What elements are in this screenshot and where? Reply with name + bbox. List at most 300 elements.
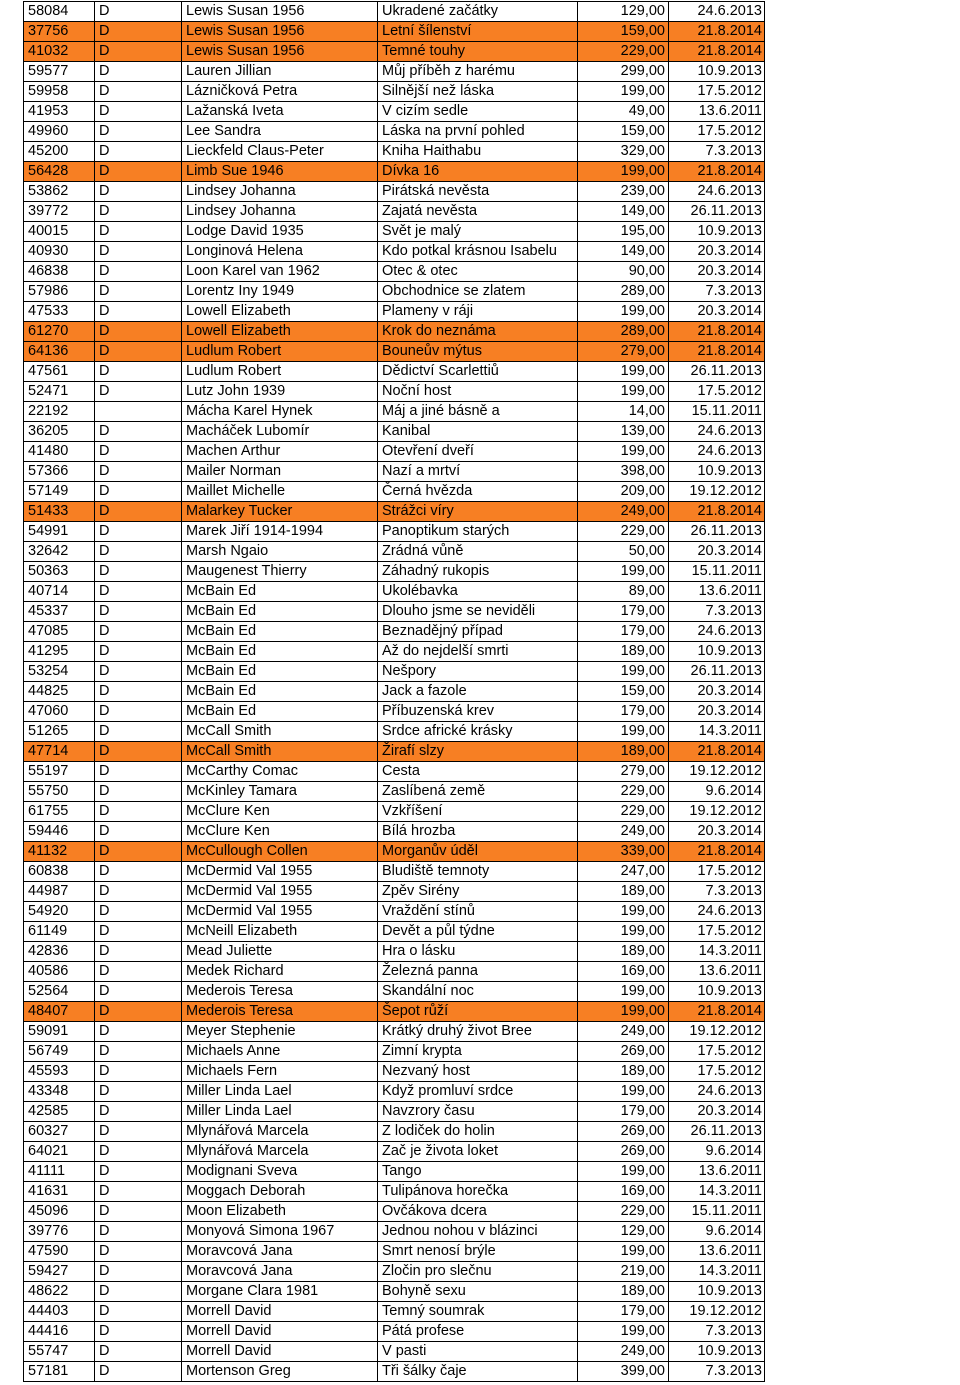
cell-type: D	[95, 642, 182, 662]
cell-price: 279,00	[578, 342, 669, 362]
cell-date: 20.3.2014	[669, 822, 765, 842]
cell-date: 13.6.2011	[669, 1242, 765, 1262]
cell-type: D	[95, 222, 182, 242]
cell-price: 199,00	[578, 722, 669, 742]
cell-date: 26.11.2013	[669, 202, 765, 222]
table-row	[24, 462, 765, 482]
cell-title: Otec & otec	[378, 262, 578, 282]
cell-author: Lauren Jillian	[182, 62, 378, 82]
cell-date: 21.8.2014	[669, 742, 765, 762]
cell-title: Tulipánova horečka	[378, 1182, 578, 1202]
book-table-body	[24, 2, 765, 1382]
table-row	[24, 1082, 765, 1102]
cell-date: 24.6.2013	[669, 422, 765, 442]
table-row	[24, 422, 765, 442]
cell-id: 54991	[24, 522, 95, 542]
table-row	[24, 242, 765, 262]
cell-id: 40015	[24, 222, 95, 242]
cell-id: 57986	[24, 282, 95, 302]
cell-type: D	[95, 162, 182, 182]
cell-author: Lažanská Iveta	[182, 102, 378, 122]
cell-price: 279,00	[578, 762, 669, 782]
cell-price: 129,00	[578, 2, 669, 22]
cell-price: 269,00	[578, 1122, 669, 1142]
cell-type: D	[95, 942, 182, 962]
table-row	[24, 182, 765, 202]
cell-id: 60327	[24, 1122, 95, 1142]
cell-title: Krok do neznáma	[378, 322, 578, 342]
cell-price: 199,00	[578, 1322, 669, 1342]
cell-price: 199,00	[578, 562, 669, 582]
cell-id: 49960	[24, 122, 95, 142]
table-row-highlighted	[24, 502, 765, 522]
cell-title: Smrt nenosí brýle	[378, 1242, 578, 1262]
cell-date: 7.3.2013	[669, 142, 765, 162]
cell-id: 64136	[24, 342, 95, 362]
cell-author: Moon Elizabeth	[182, 1202, 378, 1222]
cell-type: D	[95, 782, 182, 802]
cell-date: 26.11.2013	[669, 522, 765, 542]
cell-author: Machen Arthur	[182, 442, 378, 462]
cell-title: Plameny v ráji	[378, 302, 578, 322]
cell-title: Devět a půl týdne	[378, 922, 578, 942]
cell-type: D	[95, 1042, 182, 1062]
cell-title: Svět je malý	[378, 222, 578, 242]
cell-type: D	[95, 882, 182, 902]
cell-type: D	[95, 902, 182, 922]
cell-type: D	[95, 362, 182, 382]
cell-date: 21.8.2014	[669, 322, 765, 342]
cell-id: 46838	[24, 262, 95, 282]
table-row	[24, 782, 765, 802]
cell-price: 90,00	[578, 262, 669, 282]
cell-author: Moggach Deborah	[182, 1182, 378, 1202]
cell-price: 149,00	[578, 242, 669, 262]
cell-type: D	[95, 62, 182, 82]
cell-price: 289,00	[578, 282, 669, 302]
cell-id: 57366	[24, 462, 95, 482]
cell-date: 13.6.2011	[669, 962, 765, 982]
cell-date: 24.6.2013	[669, 902, 765, 922]
cell-id: 41480	[24, 442, 95, 462]
cell-date: 10.9.2013	[669, 62, 765, 82]
cell-id: 45593	[24, 1062, 95, 1082]
table-row	[24, 1362, 765, 1382]
table-row	[24, 682, 765, 702]
cell-title: Železná panna	[378, 962, 578, 982]
cell-title: Máj a jiné básně a	[378, 402, 578, 422]
table-row	[24, 382, 765, 402]
cell-type: D	[95, 82, 182, 102]
cell-price: 247,00	[578, 862, 669, 882]
cell-type: D	[95, 1062, 182, 1082]
cell-id: 41953	[24, 102, 95, 122]
cell-price: 249,00	[578, 1022, 669, 1042]
cell-title: Záhadný rukopis	[378, 562, 578, 582]
cell-author: Ludlum Robert	[182, 342, 378, 362]
table-row	[24, 542, 765, 562]
cell-id: 44825	[24, 682, 95, 702]
cell-author: Lorentz Iny 1949	[182, 282, 378, 302]
table-row	[24, 1142, 765, 1162]
cell-price: 189,00	[578, 1282, 669, 1302]
cell-type: D	[95, 1122, 182, 1142]
cell-price: 199,00	[578, 382, 669, 402]
cell-type: D	[95, 22, 182, 42]
cell-price: 159,00	[578, 122, 669, 142]
cell-date: 7.3.2013	[669, 1322, 765, 1342]
cell-id: 56428	[24, 162, 95, 182]
cell-type: D	[95, 602, 182, 622]
cell-type: D	[95, 662, 182, 682]
cell-author: McClure Ken	[182, 802, 378, 822]
cell-author: Lieckfeld Claus-Peter	[182, 142, 378, 162]
cell-id: 22192	[24, 402, 95, 422]
cell-id: 47060	[24, 702, 95, 722]
table-row-highlighted	[24, 162, 765, 182]
cell-date: 24.6.2013	[669, 2, 765, 22]
table-row	[24, 622, 765, 642]
cell-author: Lindsey Johanna	[182, 202, 378, 222]
cell-type: D	[95, 302, 182, 322]
cell-author: McBain Ed	[182, 622, 378, 642]
cell-author: McBain Ed	[182, 662, 378, 682]
cell-type	[95, 402, 182, 422]
table-row	[24, 1302, 765, 1322]
cell-price: 249,00	[578, 502, 669, 522]
cell-author: Maillet Michelle	[182, 482, 378, 502]
cell-price: 199,00	[578, 82, 669, 102]
cell-date: 20.3.2014	[669, 1102, 765, 1122]
cell-author: Lowell Elizabeth	[182, 322, 378, 342]
table-row	[24, 822, 765, 842]
cell-price: 189,00	[578, 1062, 669, 1082]
cell-date: 15.11.2011	[669, 1202, 765, 1222]
cell-date: 17.5.2012	[669, 1042, 765, 1062]
cell-date: 20.3.2014	[669, 262, 765, 282]
cell-author: Lewis Susan 1956	[182, 22, 378, 42]
table-row	[24, 962, 765, 982]
cell-title: Jack a fazole	[378, 682, 578, 702]
cell-author: Morrell David	[182, 1302, 378, 1322]
cell-type: D	[95, 322, 182, 342]
cell-title: Krátký druhý život Bree	[378, 1022, 578, 1042]
cell-id: 56749	[24, 1042, 95, 1062]
cell-date: 21.8.2014	[669, 502, 765, 522]
cell-author: Michaels Fern	[182, 1062, 378, 1082]
cell-author: Morrell David	[182, 1342, 378, 1362]
cell-type: D	[95, 982, 182, 1002]
cell-id: 51265	[24, 722, 95, 742]
cell-title: Beznadějný případ	[378, 622, 578, 642]
table-row	[24, 662, 765, 682]
cell-type: D	[95, 382, 182, 402]
cell-title: Zajatá nevěsta	[378, 202, 578, 222]
cell-title: Kdo potkal krásnou Isabelu	[378, 242, 578, 262]
cell-id: 55197	[24, 762, 95, 782]
cell-date: 21.8.2014	[669, 1002, 765, 1022]
cell-type: D	[95, 1362, 182, 1382]
cell-author: Moravcová Jana	[182, 1242, 378, 1262]
cell-title: Bouneův mýtus	[378, 342, 578, 362]
cell-id: 45200	[24, 142, 95, 162]
cell-id: 43348	[24, 1082, 95, 1102]
cell-type: D	[95, 822, 182, 842]
table-row	[24, 882, 765, 902]
cell-id: 37756	[24, 22, 95, 42]
cell-date: 13.6.2011	[669, 102, 765, 122]
cell-title: V pasti	[378, 1342, 578, 1362]
cell-title: Srdce africké krásky	[378, 722, 578, 742]
table-row	[24, 1062, 765, 1082]
cell-date: 20.3.2014	[669, 702, 765, 722]
cell-title: Šepot růží	[378, 1002, 578, 1022]
cell-price: 398,00	[578, 462, 669, 482]
cell-title: Zač je života loket	[378, 1142, 578, 1162]
cell-title: Dědictví Scarlettiů	[378, 362, 578, 382]
cell-date: 14.3.2011	[669, 1262, 765, 1282]
cell-type: D	[95, 1302, 182, 1322]
cell-price: 49,00	[578, 102, 669, 122]
table-row	[24, 402, 765, 422]
cell-type: D	[95, 722, 182, 742]
cell-price: 159,00	[578, 22, 669, 42]
table-row	[24, 982, 765, 1002]
cell-title: Dívka 16	[378, 162, 578, 182]
cell-type: D	[95, 242, 182, 262]
cell-author: Moravcová Jana	[182, 1262, 378, 1282]
cell-id: 59091	[24, 1022, 95, 1042]
cell-title: Otevření dveří	[378, 442, 578, 462]
cell-price: 189,00	[578, 642, 669, 662]
cell-author: Mederois Teresa	[182, 982, 378, 1002]
cell-author: Macháček Lubomír	[182, 422, 378, 442]
cell-title: Morganův úděl	[378, 842, 578, 862]
cell-title: Můj příběh z harému	[378, 62, 578, 82]
cell-date: 15.11.2011	[669, 402, 765, 422]
table-row	[24, 282, 765, 302]
cell-author: Marsh Ngaio	[182, 542, 378, 562]
cell-type: D	[95, 1182, 182, 1202]
cell-type: D	[95, 1342, 182, 1362]
cell-author: McBain Ed	[182, 682, 378, 702]
cell-id: 57149	[24, 482, 95, 502]
cell-type: D	[95, 1242, 182, 1262]
cell-type: D	[95, 1222, 182, 1242]
cell-title: Nešpory	[378, 662, 578, 682]
cell-price: 179,00	[578, 702, 669, 722]
cell-author: Meyer Stephenie	[182, 1022, 378, 1042]
table-row	[24, 802, 765, 822]
cell-id: 54920	[24, 902, 95, 922]
cell-id: 40930	[24, 242, 95, 262]
cell-type: D	[95, 422, 182, 442]
cell-id: 53254	[24, 662, 95, 682]
cell-author: Miller Linda Lael	[182, 1082, 378, 1102]
cell-date: 21.8.2014	[669, 22, 765, 42]
table-row	[24, 642, 765, 662]
cell-price: 199,00	[578, 922, 669, 942]
cell-title: Černá hvězda	[378, 482, 578, 502]
cell-type: D	[95, 342, 182, 362]
cell-author: McDermid Val 1955	[182, 882, 378, 902]
cell-date: 26.11.2013	[669, 362, 765, 382]
cell-type: D	[95, 442, 182, 462]
cell-type: D	[95, 1322, 182, 1342]
cell-price: 199,00	[578, 1242, 669, 1262]
cell-date: 19.12.2012	[669, 1022, 765, 1042]
cell-id: 44987	[24, 882, 95, 902]
cell-date: 13.6.2011	[669, 1162, 765, 1182]
cell-type: D	[95, 502, 182, 522]
cell-price: 179,00	[578, 622, 669, 642]
cell-type: D	[95, 962, 182, 982]
cell-date: 15.11.2011	[669, 562, 765, 582]
cell-id: 48622	[24, 1282, 95, 1302]
cell-id: 58084	[24, 2, 95, 22]
cell-type: D	[95, 1002, 182, 1022]
cell-date: 19.12.2012	[669, 802, 765, 822]
table-row	[24, 902, 765, 922]
cell-type: D	[95, 122, 182, 142]
table-row	[24, 1022, 765, 1042]
cell-price: 199,00	[578, 1002, 669, 1022]
cell-title: Silnější než láska	[378, 82, 578, 102]
cell-price: 199,00	[578, 362, 669, 382]
cell-type: D	[95, 2, 182, 22]
table-row-highlighted	[24, 842, 765, 862]
cell-title: Bohyně sexu	[378, 1282, 578, 1302]
cell-title: Temný soumrak	[378, 1302, 578, 1322]
cell-date: 24.6.2013	[669, 442, 765, 462]
cell-date: 7.3.2013	[669, 602, 765, 622]
cell-price: 159,00	[578, 682, 669, 702]
cell-author: McDermid Val 1955	[182, 902, 378, 922]
cell-author: Lázničková Petra	[182, 82, 378, 102]
cell-date: 26.11.2013	[669, 1122, 765, 1142]
table-row	[24, 482, 765, 502]
cell-id: 47590	[24, 1242, 95, 1262]
cell-type: D	[95, 582, 182, 602]
table-row	[24, 1202, 765, 1222]
cell-price: 199,00	[578, 1162, 669, 1182]
cell-type: D	[95, 842, 182, 862]
cell-date: 17.5.2012	[669, 82, 765, 102]
cell-type: D	[95, 562, 182, 582]
cell-price: 239,00	[578, 182, 669, 202]
cell-date: 24.6.2013	[669, 182, 765, 202]
cell-price: 269,00	[578, 1042, 669, 1062]
cell-author: Marek Jiří 1914-1994	[182, 522, 378, 542]
cell-title: Kanibal	[378, 422, 578, 442]
cell-date: 17.5.2012	[669, 862, 765, 882]
cell-author: McBain Ed	[182, 602, 378, 622]
cell-title: Vzkříšení	[378, 802, 578, 822]
cell-date: 10.9.2013	[669, 462, 765, 482]
cell-title: Dlouho jsme se neviděli	[378, 602, 578, 622]
cell-id: 59446	[24, 822, 95, 842]
cell-date: 9.6.2014	[669, 1222, 765, 1242]
cell-title: Příbuzenská krev	[378, 702, 578, 722]
cell-id: 41295	[24, 642, 95, 662]
cell-id: 61755	[24, 802, 95, 822]
cell-author: Morrell David	[182, 1322, 378, 1342]
cell-price: 129,00	[578, 1222, 669, 1242]
cell-id: 42836	[24, 942, 95, 962]
cell-date: 20.3.2014	[669, 682, 765, 702]
cell-type: D	[95, 682, 182, 702]
cell-title: Bludiště temnoty	[378, 862, 578, 882]
cell-id: 59577	[24, 62, 95, 82]
cell-author: McKinley Tamara	[182, 782, 378, 802]
table-row	[24, 1102, 765, 1122]
cell-price: 50,00	[578, 542, 669, 562]
cell-date: 14.3.2011	[669, 1182, 765, 1202]
cell-price: 339,00	[578, 842, 669, 862]
table-row	[24, 362, 765, 382]
cell-id: 59958	[24, 82, 95, 102]
table-row	[24, 602, 765, 622]
cell-price: 189,00	[578, 742, 669, 762]
table-row	[24, 1262, 765, 1282]
cell-type: D	[95, 142, 182, 162]
cell-id: 59427	[24, 1262, 95, 1282]
cell-title: Hra o lásku	[378, 942, 578, 962]
cell-title: Navzrory času	[378, 1102, 578, 1122]
cell-type: D	[95, 42, 182, 62]
cell-id: 45096	[24, 1202, 95, 1222]
cell-type: D	[95, 1262, 182, 1282]
cell-author: Lodge David 1935	[182, 222, 378, 242]
cell-type: D	[95, 1022, 182, 1042]
table-row	[24, 562, 765, 582]
cell-price: 199,00	[578, 902, 669, 922]
table-row	[24, 442, 765, 462]
cell-type: D	[95, 522, 182, 542]
cell-title: Temné touhy	[378, 42, 578, 62]
cell-author: Modignani Sveva	[182, 1162, 378, 1182]
cell-price: 299,00	[578, 62, 669, 82]
cell-author: Mead Juliette	[182, 942, 378, 962]
cell-price: 219,00	[578, 1262, 669, 1282]
cell-title: Strážci víry	[378, 502, 578, 522]
cell-author: McNeill Elizabeth	[182, 922, 378, 942]
cell-author: McCall Smith	[182, 742, 378, 762]
table-row	[24, 262, 765, 282]
cell-date: 7.3.2013	[669, 882, 765, 902]
table-row	[24, 82, 765, 102]
cell-date: 17.5.2012	[669, 922, 765, 942]
cell-id: 55747	[24, 1342, 95, 1362]
cell-date: 10.9.2013	[669, 642, 765, 662]
cell-id: 45337	[24, 602, 95, 622]
cell-author: Mederois Teresa	[182, 1002, 378, 1022]
cell-price: 179,00	[578, 1102, 669, 1122]
table-row	[24, 1222, 765, 1242]
cell-date: 19.12.2012	[669, 762, 765, 782]
cell-price: 169,00	[578, 962, 669, 982]
cell-date: 21.8.2014	[669, 842, 765, 862]
table-row	[24, 1322, 765, 1342]
cell-price: 229,00	[578, 782, 669, 802]
cell-date: 19.12.2012	[669, 482, 765, 502]
cell-id: 50363	[24, 562, 95, 582]
cell-type: D	[95, 462, 182, 482]
table-row	[24, 1342, 765, 1362]
cell-id: 32642	[24, 542, 95, 562]
cell-price: 229,00	[578, 42, 669, 62]
cell-id: 41032	[24, 42, 95, 62]
